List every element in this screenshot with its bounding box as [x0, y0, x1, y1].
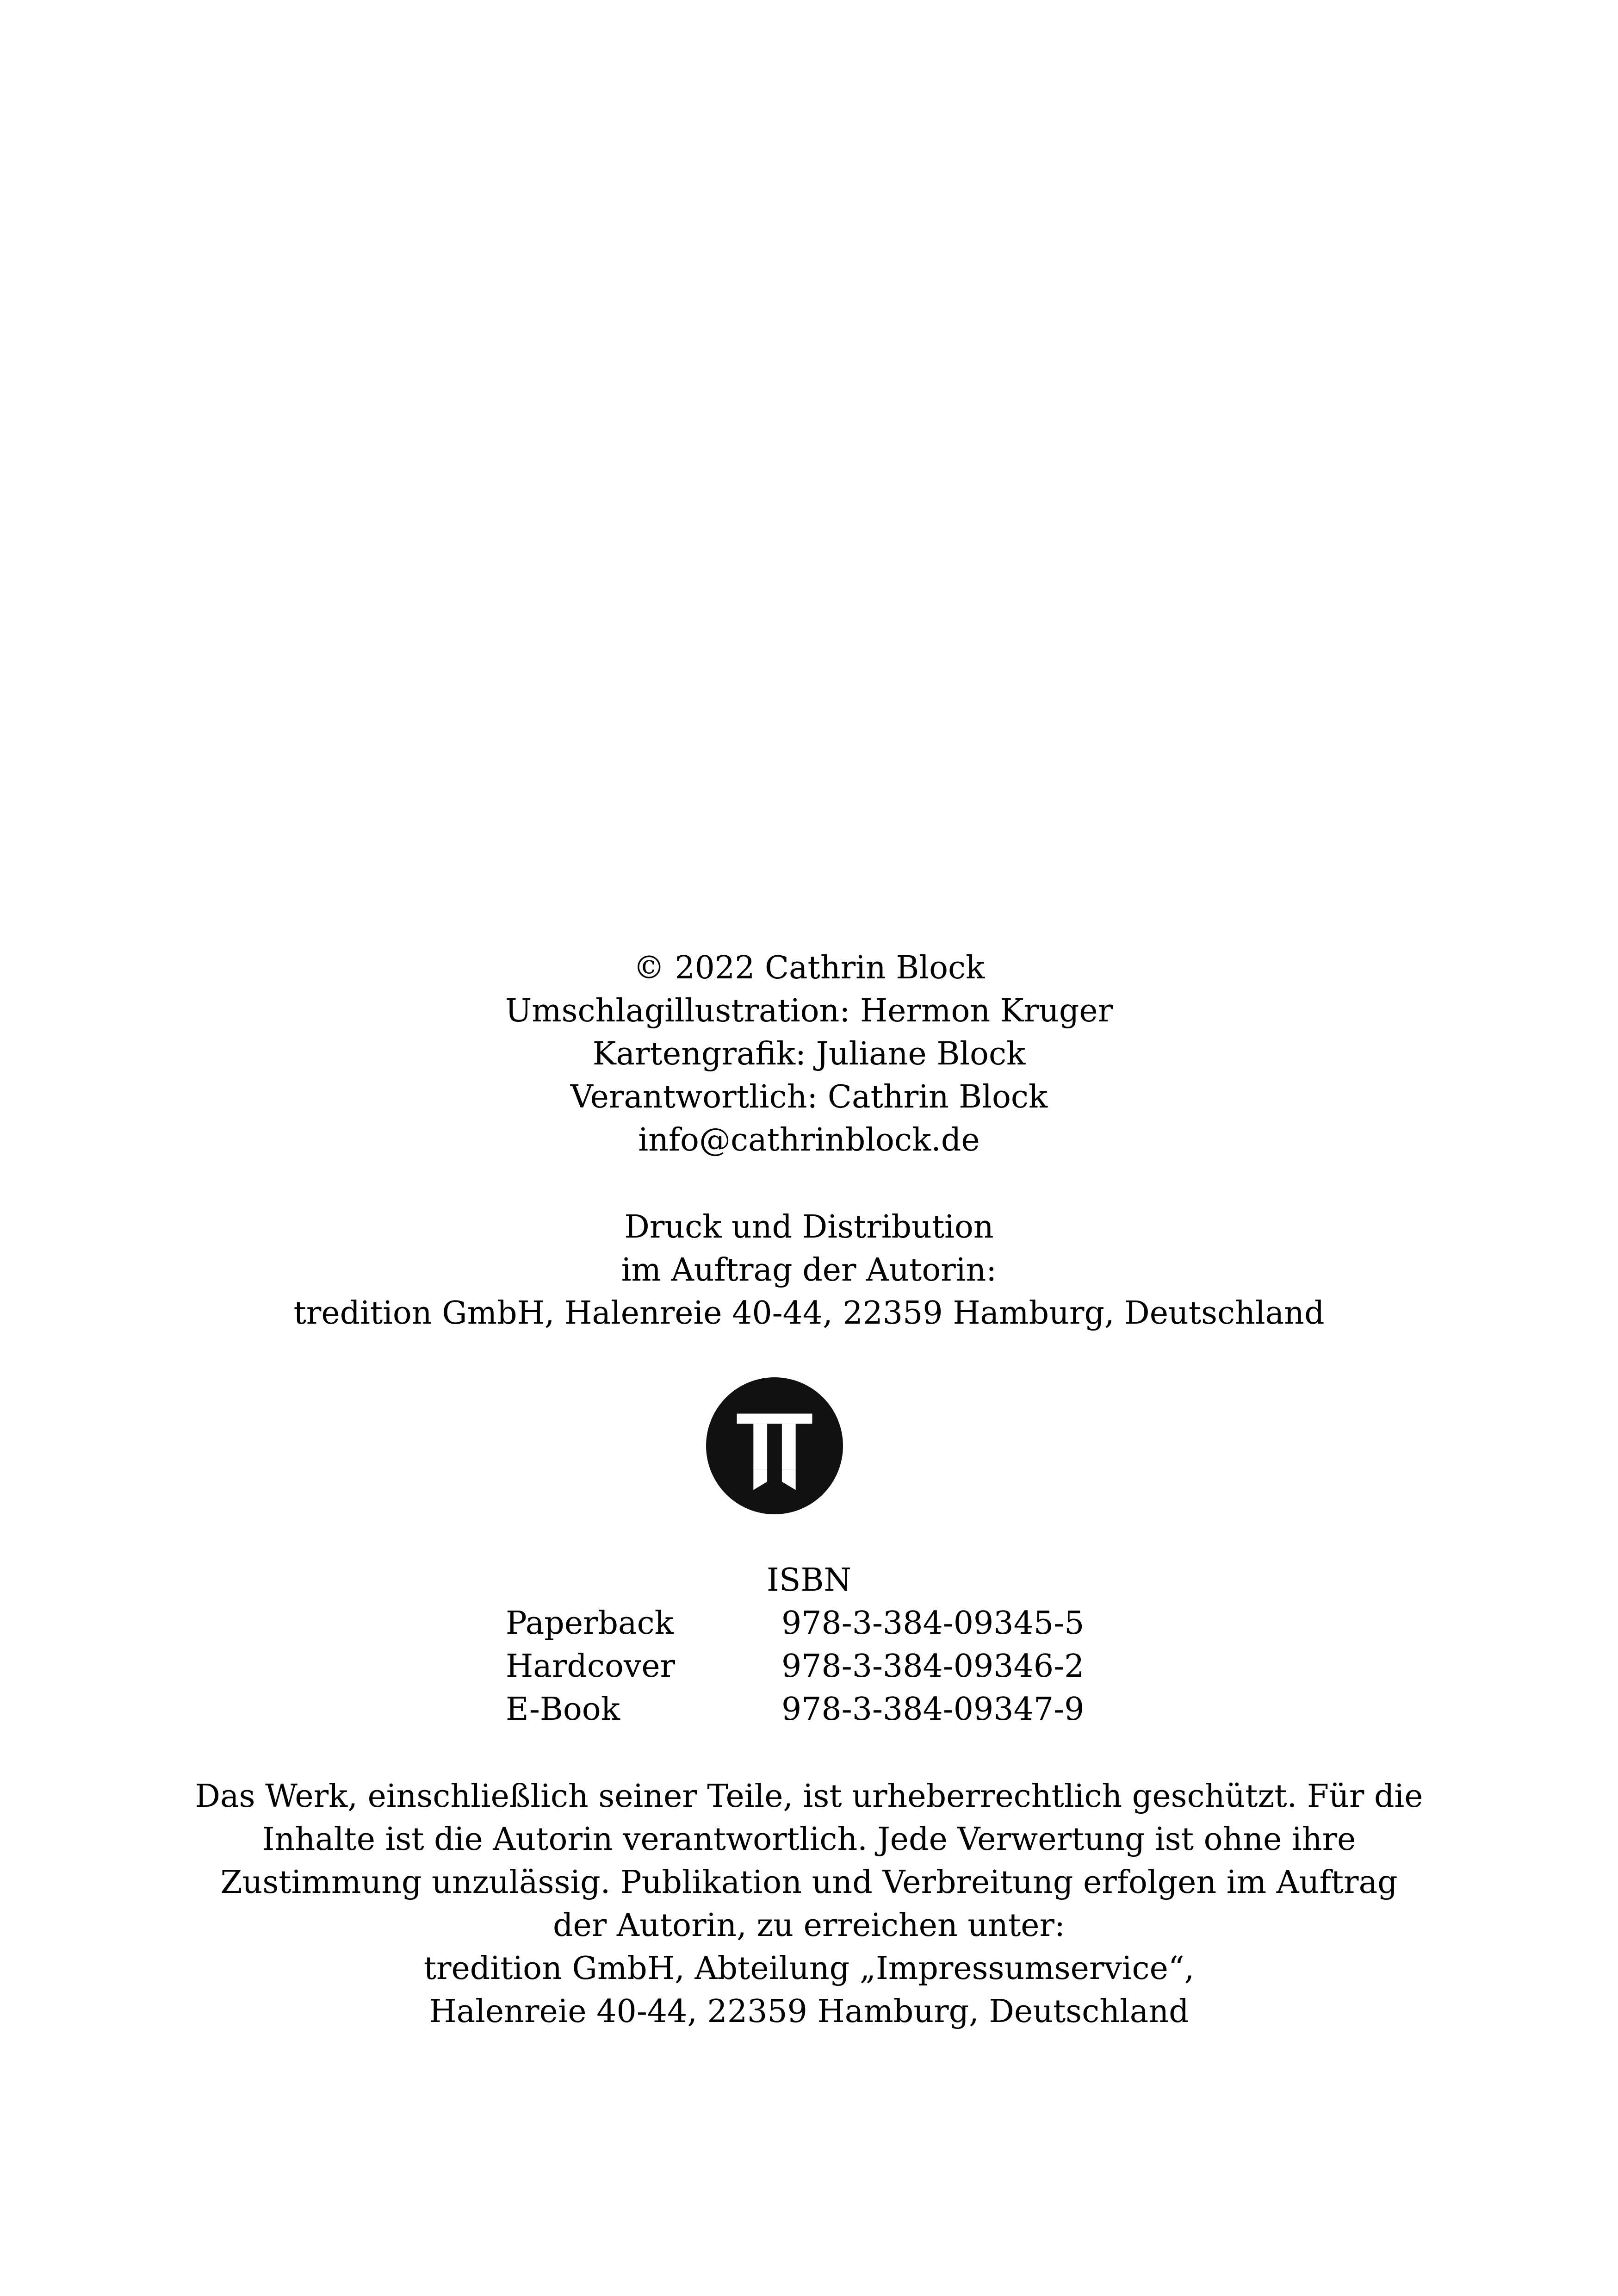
legal-line: tredition GmbH, Abteilung „Impressumservice“,: [423, 1950, 1195, 1987]
distribution-line: im Auftrag der Autorin:: [621, 1252, 997, 1288]
cover-illustration-credit: Umschlagillustration: Hermon Kruger: [505, 993, 1113, 1029]
isbn-row: [506, 1645, 1107, 1688]
map-graphic-credit: Kartengrafik: Juliane Block: [592, 1036, 1026, 1072]
isbn-number: 978-3-384-09345-5: [781, 1605, 1085, 1642]
isbn-number: 978-3-384-09347-9: [781, 1691, 1085, 1728]
publisher-address: tredition GmbH, Halenreie 40-44, 22359 Hamburg, Deutschland: [293, 1295, 1325, 1332]
legal-line: Inhalte ist die Autorin verantwortlich. Jede Verwertung ist ohne ihre: [262, 1821, 1356, 1858]
legal-line: der Autorin, zu erreichen unter:: [553, 1907, 1065, 1944]
distribution-line: Druck und Distribution: [624, 1209, 994, 1245]
isbn-format: Paperback: [506, 1605, 674, 1642]
isbn-row: [506, 1688, 1107, 1731]
distribution-block: [0, 1206, 1618, 1335]
legal-line: Halenreie 40-44, 22359 Hamburg, Deutschland: [429, 1993, 1189, 2030]
legal-notice: [0, 1775, 1618, 2033]
legal-line: Das Werk, einschließlich seiner Teile, ist urheberrechtlich geschützt. Für die: [195, 1778, 1423, 1815]
tredition-logo-icon: [706, 1377, 843, 1515]
isbn-format: E-Book: [506, 1691, 620, 1728]
responsible-person: Verantwortlich: Cathrin Block: [570, 1079, 1048, 1115]
contact-email: info@cathrinblock.de: [638, 1122, 980, 1158]
copyright-line: © 2022 Cathrin Block: [633, 950, 985, 986]
credits-block: [0, 946, 1618, 1162]
isbn-number: 978-3-384-09346-2: [781, 1648, 1085, 1685]
isbn-row: [506, 1602, 1107, 1645]
isbn-heading: ISBN: [767, 1562, 851, 1599]
legal-line: Zustimmung unzulässig. Publikation und Verbreitung erfolgen im Auftrag: [220, 1864, 1398, 1901]
isbn-format: Hardcover: [506, 1648, 676, 1685]
